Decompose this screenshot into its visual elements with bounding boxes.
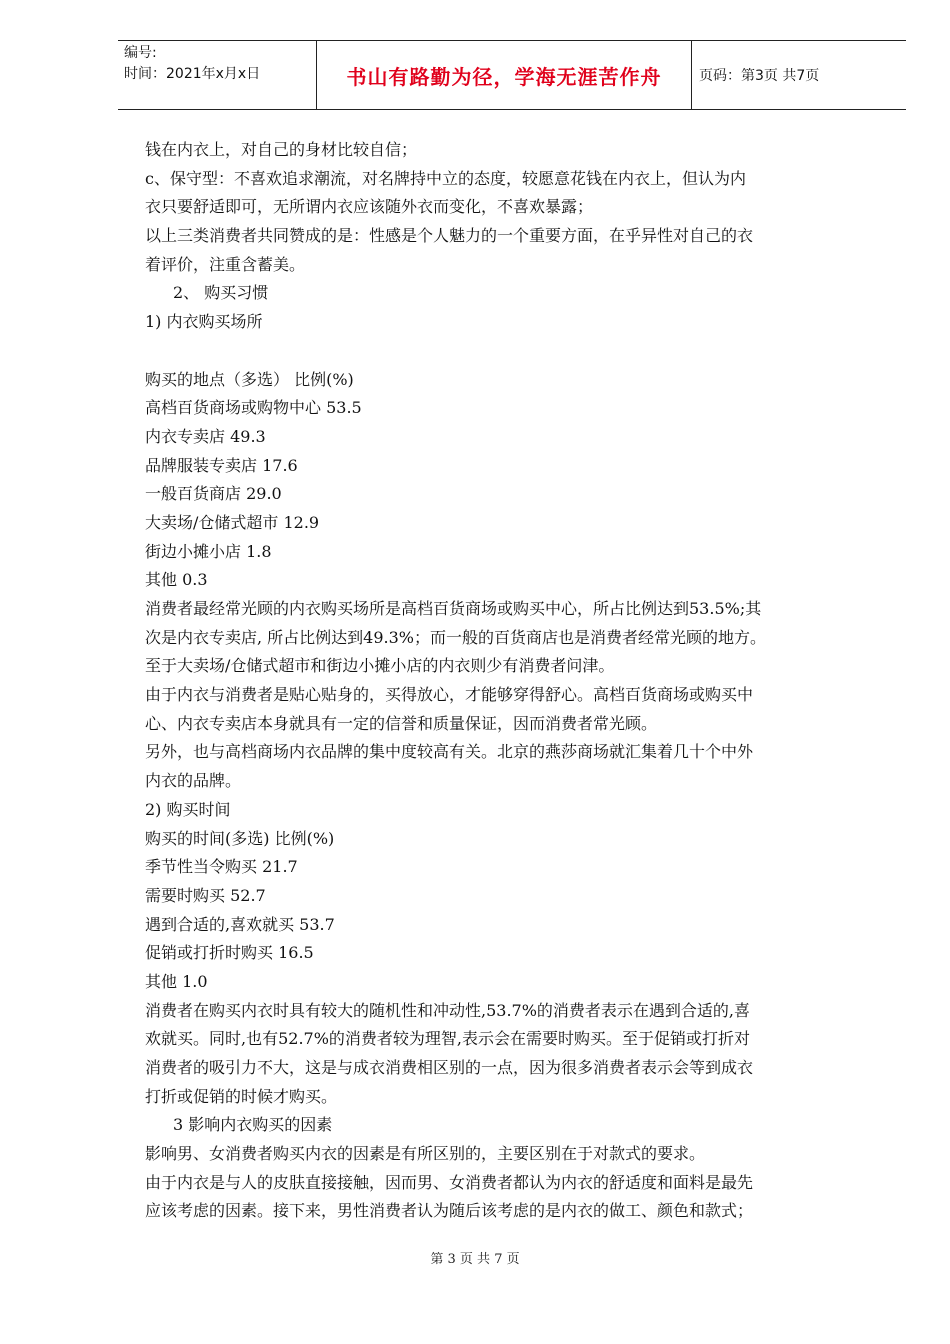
header-meta <box>118 41 316 109</box>
data-line: 大卖场/仓储式超市 12.9 <box>145 512 320 532</box>
data-line: 季节性当令购买 21.7 <box>145 857 298 877</box>
blank-line <box>145 337 880 366</box>
body-line: 消费者的吸引力不大，这是与成衣消费相区别的一点，因为很多消费者表示会等到成衣 <box>145 1058 754 1077</box>
body-line: 以上三类消费者共同赞成的是：性感是个人魅力的一个重要方面，在乎异性对自己的衣 <box>145 226 754 246</box>
subsection-heading: 1) 内衣购买场所 <box>145 312 263 332</box>
data-line: 需要时购买 52.7 <box>145 885 266 905</box>
body-line: 消费者最经常光顾的内衣购买场所是高档百货商场或购买中心，所占比例达到53.5%;其 <box>145 599 762 618</box>
subsection-heading: 2) 购买时间 <box>145 799 231 819</box>
body-line: 钱在内衣上，对自己的身材比较自信； <box>145 140 418 159</box>
data-line: 街边小摊小店 1.8 <box>145 541 272 561</box>
body-line: c、保守型：不喜欢追求潮流，对名牌持中立的态度，较愿意花钱在内衣上，但认为内 <box>145 168 746 188</box>
data-line: 其他 0.3 <box>145 570 208 590</box>
body-line: 至于大卖场/仓储式超市和街边小摊小店的内衣则少有消费者问津。 <box>145 656 615 676</box>
data-line: 一般百货商店 29.0 <box>145 484 282 504</box>
data-line: 内衣专卖店 49.3 <box>145 426 266 446</box>
section-heading: 2、 购买习惯 <box>173 283 269 303</box>
data-line: 促销或打折时购买 16.5 <box>145 943 314 963</box>
footer-page-number: 第 3 页 共 7 页 <box>430 1252 520 1267</box>
data-line: 高档百货商场或购物中心 53.5 <box>145 398 362 418</box>
body-line: 打折或促销的时候才购买。 <box>145 1086 338 1106</box>
data-line: 其他 1.0 <box>145 971 208 991</box>
header-page-info: 页码：第3页 共7页 <box>699 68 820 84</box>
document-time: 时间：2021年x月x日 <box>124 66 261 82</box>
body-line: 由于内衣与消费者是贴心贴身的，买得放心，才能够穿得舒心。高档百货商场或购买中 <box>145 685 754 705</box>
body-line: 着评价，注重含蓄美。 <box>145 254 306 274</box>
header-motto-cell <box>316 41 692 109</box>
body-line: 心、内衣专卖店本身就具有一定的信誉和质量保证，因而消费者常光顾。 <box>145 713 658 733</box>
body-line: 次是内衣专卖店, 所占比例达到49.3%；而一般的百货商店也是消费者经常光顾的地方。 <box>145 627 767 647</box>
header-page-info-cell <box>691 41 906 109</box>
body-line: 消费者在购买内衣时具有较大的随机性和冲动性,53.7%的消费者表示在遇到合适的,喜 <box>145 1000 751 1020</box>
table-header-line: 购买的时间(多选) 比例(%) <box>145 828 335 848</box>
body-line: 另外，也与高档商场内衣品牌的集中度较高有关。北京的燕莎商场就汇集着几十个中外 <box>145 742 754 762</box>
section-heading: 3 影响内衣购买的因素 <box>173 1115 333 1135</box>
body-line: 欢就买。同时,也有52.7%的消费者较为理智,表示会在需要时购买。至于促销或打折对 <box>145 1029 751 1049</box>
header-motto: 书山有路勤为径，学海无涯苦作舟 <box>346 64 662 89</box>
body-line: 内衣的品牌。 <box>145 771 242 791</box>
data-line: 遇到合适的,喜欢就买 53.7 <box>145 914 335 934</box>
body-line: 应该考虑的因素。接下来，男性消费者认为随后该考虑的是内衣的做工、颜色和款式； <box>145 1201 754 1221</box>
page-footer <box>0 1248 950 1267</box>
body-line: 衣只要舒适即可，无所谓内衣应该随外衣而变化，不喜欢暴露； <box>145 197 594 217</box>
document-number-label: 编号: <box>124 45 157 61</box>
body-line: 影响男、女消费者购买内衣的因素是有所区别的，主要区别在于对款式的要求。 <box>145 1144 706 1164</box>
table-header-line: 购买的地点（多选） 比例(%) <box>145 369 354 389</box>
page-header <box>118 40 906 110</box>
data-line: 品牌服装专卖店 17.6 <box>145 455 298 475</box>
body-line: 由于内衣是与人的皮肤直接接触，因而男、女消费者都认为内衣的舒适度和面料是最先 <box>145 1172 754 1192</box>
document-body <box>145 136 880 1226</box>
